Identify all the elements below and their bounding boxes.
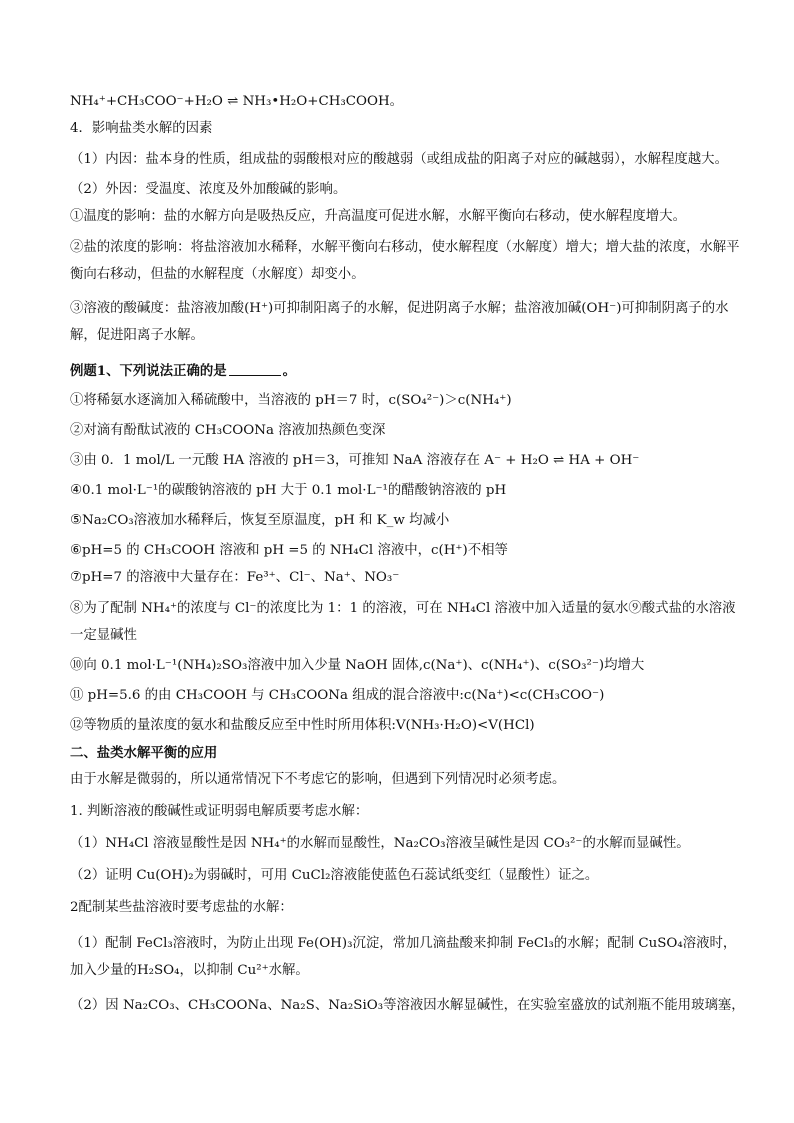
section-2-title: 二、盐类水解平衡的应用 xyxy=(70,745,218,761)
section-2-intro: 由于水解是微弱的，所以通常情况下不考虑它的影响，但遇到下列情况时必须考虑。 xyxy=(70,772,566,787)
section-2-point-1a: （1）NH₄Cl 溶液显酸性是因 NH₄⁺的水解而显酸性，Na₂CO₃溶液呈碱性是因 CO₃²⁻的水解而显碱性。 xyxy=(70,836,690,851)
temperature-effect: ①温度的影响：盐的水解方向是吸热反应，升高温度可促进水解，水解平衡向右移动，使水解程度增大。 xyxy=(70,209,686,224)
section-2-point-2a: （1）配制 FeCl₃溶液时，为防止出现 Fe(OH)₃沉淀，常加几滴盐酸来抑制 FeCl₃的水解；配制 CuSO₄溶液时，加入少量的H₂SO₄，以抑制 Cu²⁺水解。 xyxy=(70,936,737,978)
section-2-point-1b: （2）证明 Cu(OH)₂为弱碱时，可用 CuCl₂溶液能使蓝色石蕊试纸变红（显酸性）证之。 xyxy=(70,868,599,883)
example-item: ②对滴有酚酞试液的 CH₃COONa 溶液加热颜色变深 xyxy=(70,423,386,438)
example-title xyxy=(70,361,746,381)
example-item: ⑪ pH=5.6 的由 CH₃COOH 与 CH₃COONa 组成的混合溶液中:c(Na⁺)<c(CH₃COO⁻) xyxy=(70,688,605,703)
example-item: ⑤Na₂CO₃溶液加水稀释后，恢复至原温度，pH 和 K_w 均减小 xyxy=(70,513,450,528)
example-item: ⑥pH=5 的 CH₃COOH 溶液和 pH =5 的 NH₄Cl 溶液中，c(H⁺)不相等 xyxy=(70,543,508,558)
equation-line: NH₄⁺+CH₃COO⁻+H₂O ⇌ NH₃•H₂O+CH₃COOH。 xyxy=(70,94,404,109)
external-factor: （2）外因：受温度、浓度及外加酸碱的影响。 xyxy=(70,182,347,197)
example-title-end: 。 xyxy=(282,363,297,379)
section-2-point-2-title: 2配制某些盐溶液时要考虑盐的水解： xyxy=(70,900,293,915)
example-item: ①将稀氨水逐滴加入稀硫酸中，当溶液的 pH＝7 时，c(SO₄²⁻)＞c(NH₄⁺) xyxy=(70,393,512,408)
acidity-effect: ③溶液的酸碱度：盐溶液加酸(H⁺)可抑制阳离子的水解，促进阴离子水解；盐溶液加碱(OH⁻)可抑制阴离子的水解，促进阳离子水解。 xyxy=(70,301,729,343)
answer-blank xyxy=(229,375,281,376)
example-item: ③由 0．1 mol/L 一元酸 HA 溶液的 pH＝3，可推知 NaA 溶液存在 A⁻ + H₂O ⇌ HA + OH⁻ xyxy=(70,453,640,468)
example-item: ⑧为了配制 NH₄⁺的浓度与 Cl⁻的浓度比为 1：1 的溶液，可在 NH₄Cl 溶液中加入适量的氨水⑨酸式盐的水溶液一定显碱性 xyxy=(70,601,736,643)
example-item: ⑦pH=7 的溶液中大量存在：Fe³⁺、Cl⁻、Na⁺、NO₃⁻ xyxy=(70,570,400,585)
section-2-point-2b: （2）因 Na₂CO₃、CH₃COONa、Na₂S、Na₂SiO₃等溶液因水解显碱性，在实验室盛放的试剂瓶不能用玻璃塞， xyxy=(70,998,745,1013)
example-item: ④0.1 mol·L⁻¹的碳酸钠溶液的 pH 大于 0.1 mol·L⁻¹的醋酸钠溶液的 pH xyxy=(70,483,507,498)
document-content xyxy=(70,92,746,1016)
heading-4: 4．影响盐类水解的因素 xyxy=(70,121,213,136)
example-title-text: 例题1、下列说法正确的是 xyxy=(70,363,227,379)
concentration-effect: ②盐的浓度的影响：将盐溶液加水稀释，水解平衡向右移动，使水解程度（水解度）增大；增大盐的浓度，水解平衡向右移动，但盐的水解程度（水解度）却变小。 xyxy=(70,240,740,282)
example-item: ⑩向 0.1 mol·L⁻¹(NH₄)₂SO₃溶液中加入少量 NaOH 固体,c(Na⁺)、c(NH₄⁺)、c(SO₃²⁻)均增大 xyxy=(70,658,645,673)
example-item: ⑫等物质的量浓度的氨水和盐酸反应至中性时所用体积:V(NH₃·H₂O)<V(HCl) xyxy=(70,718,535,733)
internal-factor: （1）内因：盐本身的性质，组成盐的弱酸根对应的酸越弱（或组成盐的阳离子对应的碱越弱），水解程度越大。 xyxy=(70,152,728,167)
section-2-point-1-title: 1. 判断溶液的酸碱性或证明弱电解质要考虑水解： xyxy=(70,804,369,819)
